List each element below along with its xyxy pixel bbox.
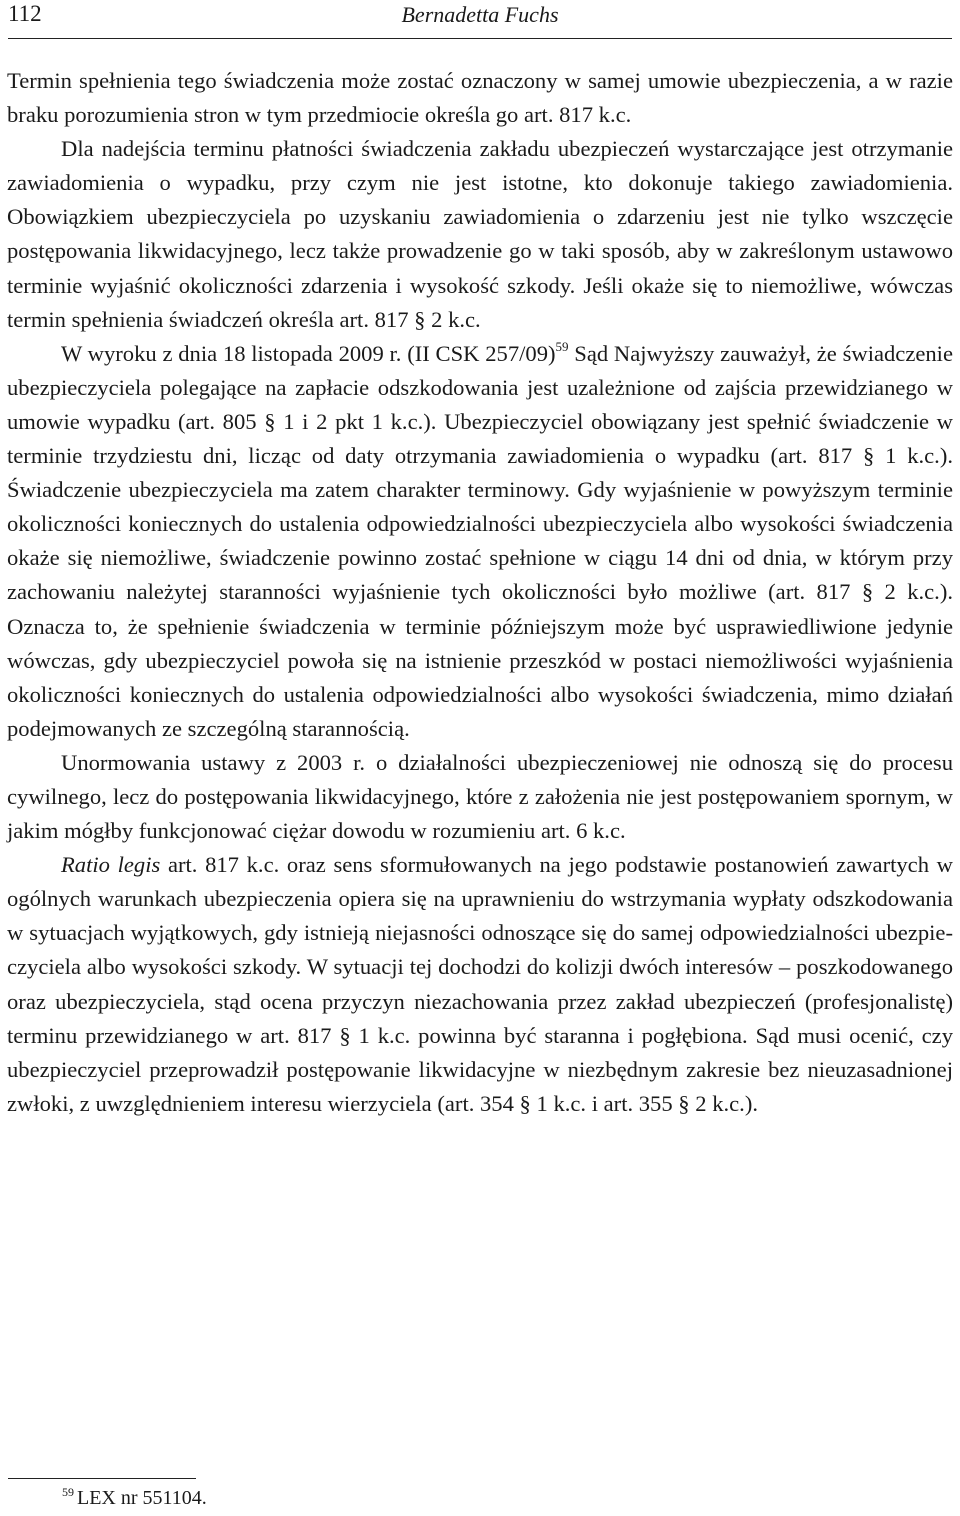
footnote — [62, 1484, 207, 1512]
footnote-text: LEX nr 551104. — [77, 1487, 207, 1509]
paragraph-3 — [7, 337, 953, 746]
ratio-legis-italic: Ratio legis — [61, 852, 161, 878]
paragraph-1: Termin spełnienia tego świadczenia może zostać oznaczony w samej umowie ubezpieczenia, a w razie braku porozumienia stron w tym przedmiocie określa go art. 817 k.c. — [7, 68, 953, 128]
paragraph-5-rest: art. 817 k.c. oraz sens sformułowanych na jego podstawie postanowień zawartych w ogólnych warunkach ubezpieczenia opiera się na uprawnieniu do wstrzymania wypłaty odszkodowania w sytuacjach wyjątkowych, gdy istnieją niejasności odnoszące się do samej odpowiedzialności ubezpieczyciela albo wysokości szkody. W sytuacji tej dochodzi do kolizji dwóch interesów – poszkodowanego oraz ubezpieczyciela, stąd ocena przyczyn niezachowania przez zakład ubezpieczeń (profesjonalistę) terminu przewidzianego w art. 817 § 1 k.c. powinna być staranna i pogłębiona. Sąd musi ocenić, czy ubezpieczyciel przeprowadził postępowanie likwidacyjne w niezbędnym zakresie bez nieuzasadnionej zwłoki, z uwzględnieniem interesu wierzyciela (art. 354 § 1 k.c. i art. 355 § 2 k.c.). — [7, 852, 953, 1116]
paragraph-4: Unormowania ustawy z 2003 r. o działalności ubezpieczeniowej nie odnoszą się do procesu cywilnego, lecz do postępowania likwidacyjnego, które z założenia nie jest postępowaniem spornym, w jakim mógłby funkcjonować ciężar dowodu w rozumieniu art. 6 k.c. — [7, 749, 953, 844]
page-header — [8, 0, 952, 39]
footnote-divider — [8, 1478, 196, 1479]
footnote-reference[interactable]: 59 — [555, 338, 569, 354]
running-head-author: Bernadetta Fuchs — [401, 2, 559, 27]
page-number: 112 — [8, 1, 42, 26]
footnote-number: 59 — [62, 1485, 74, 1499]
paragraph-3-rest: Sąd Najwyższy zauważył, że świadczenie ubezpieczyciela polegające na zapłacie odszkodowania jest uzależnione od zajścia przewidzianego w umowie wypadku (art. 805 § 1 i 2 pkt 1 k.c.). Ubezpieczyciel obowiązany jest spełnić świadczenie w terminie trzydziestu dni, licząc od daty otrzymania zawiadomienia o wypadku (art. 817 § 1 k.c.). Świadczenie ubezpieczyciela ma zatem charakter terminowy. Gdy wyjaśnienie w powyższym terminie okoliczności koniecznych do ustalenia odpowiedzialności ubezpieczyciela albo wysokości świadczenia okaże się niemożliwe, świadczenie powinno zostać spełnione w ciągu 14 dni od dnia, w którym przy zachowaniu należytej staranności wyjaśnienie tych okoliczności było możliwe (art. 817 § 2 k.c.). Oznacza to, że spełnienie świadczenia w terminie późniejszym może być usprawiedliwione jedynie wówczas, gdy ubezpieczyciel powoła się na istnienie przeszkód w postaci niemożliwości wyjaśnienia okoliczności koniecznych do ustalenia odpowiedzialności albo wysokości świadczenia, mimo działań podejmowanych ze szczególną starannością. — [7, 340, 953, 741]
paragraph-3-lead: W wyroku z dnia 18 listopada 2009 r. (II CSK 257/09) — [61, 340, 556, 366]
paragraph-5 — [7, 848, 953, 1121]
paragraph-2: Dla nadejścia terminu płatności świadczenia zakładu ubezpieczeń wystarczające jest otrzymanie zawiadomienia o wypadku, przy czym nie jest istotne, kto dokonuje takiego zawiadomienia. Obowiązkiem ubezpieczyciela po uzyskaniu zawiadomienia o zdarzeniu jest nie tylko wszczęcie postępowania likwidacyjnego, lecz także prowadzenie go w taki sposób, aby w zakreślonym ustawowo terminie wyjaśnić okoliczności zdarzenia i wysokość szkody. Jeśli okaże się to niemożliwe, wówczas termin spełnienia świadczeń określa art. 817 § 2 k.c. — [7, 136, 953, 332]
body-text — [7, 64, 953, 1121]
